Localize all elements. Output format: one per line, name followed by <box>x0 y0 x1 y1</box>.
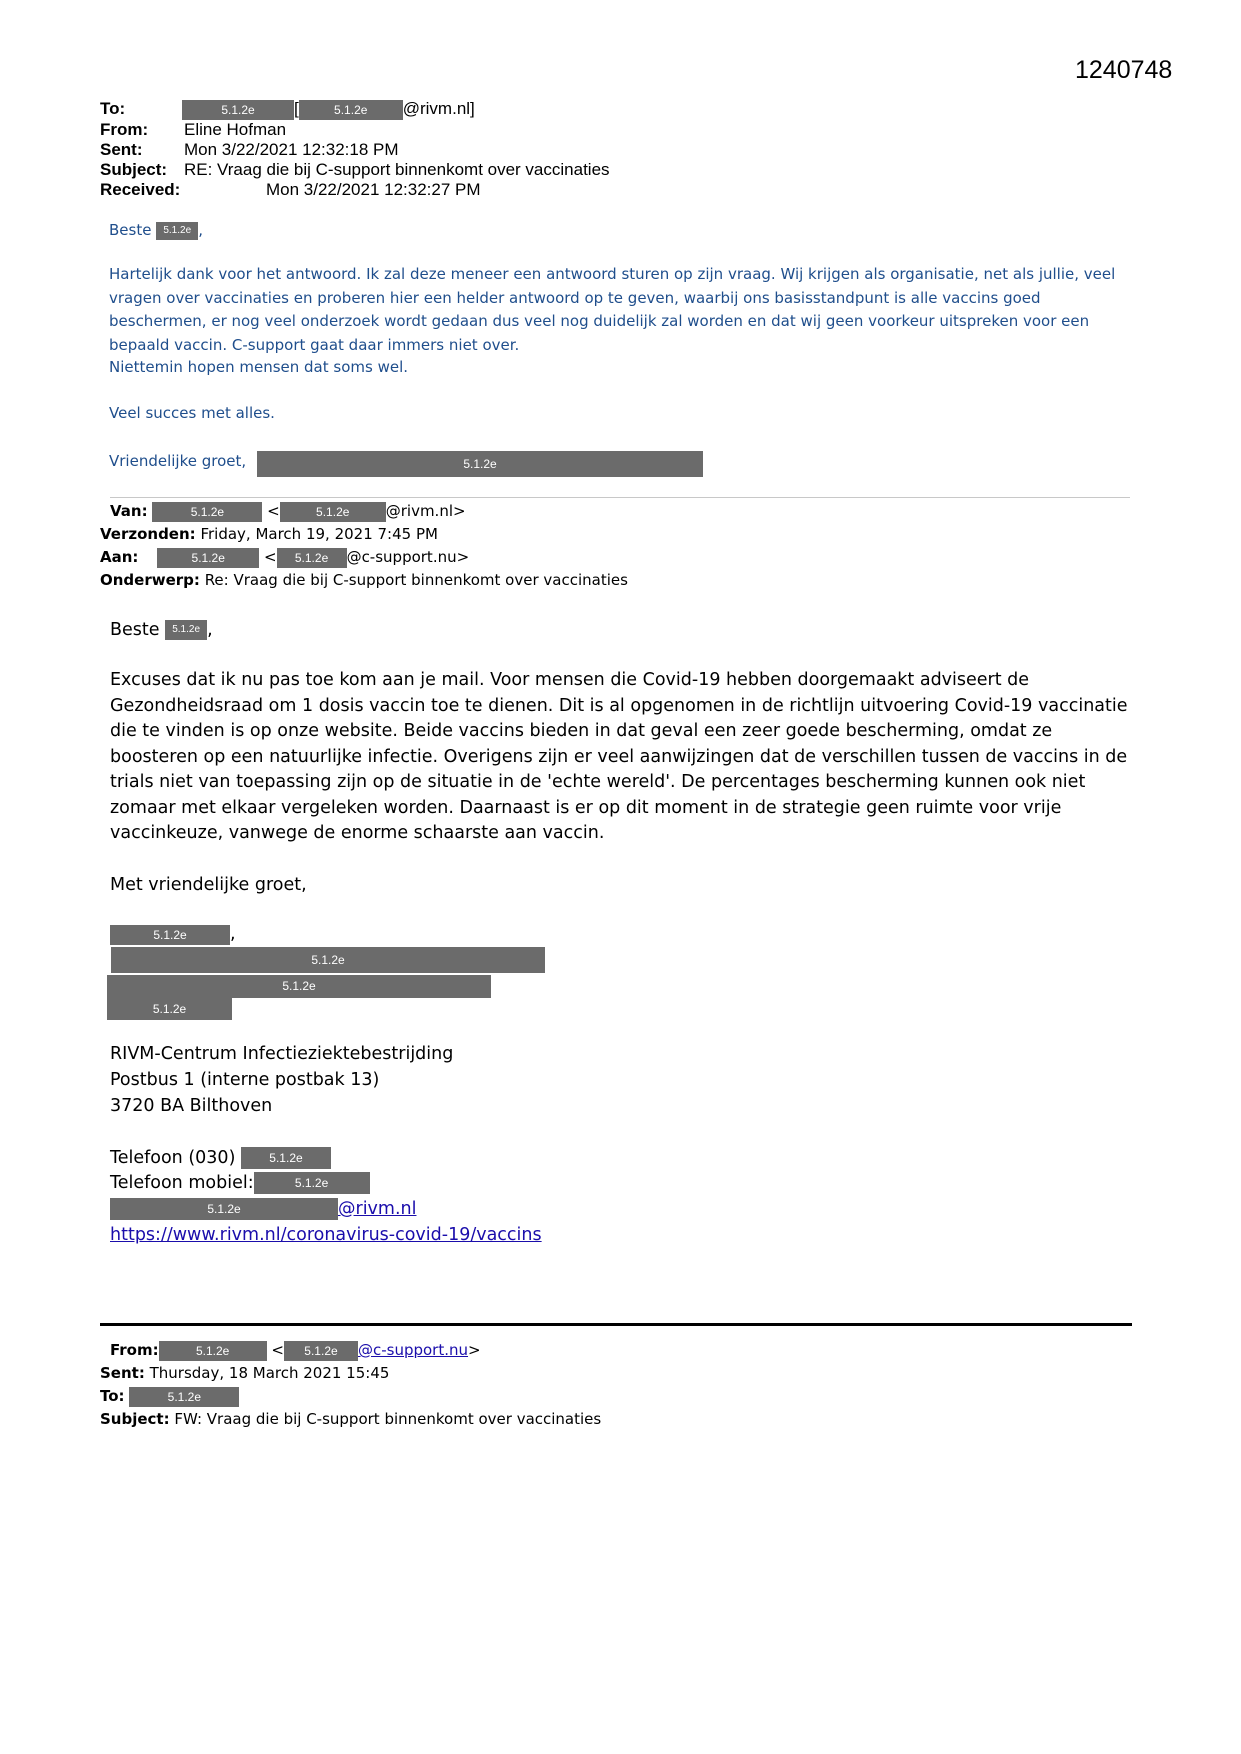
subject-value: RE: Vraag die bij C-support binnenkomt over vaccinaties <box>184 159 610 179</box>
email3-sent-row <box>100 1362 601 1385</box>
divider-line-thick <box>100 1323 1132 1326</box>
email1-sent-row <box>100 140 610 160</box>
redaction-block: 5.1.2e <box>156 222 198 240</box>
email2-paragraph: Excuses dat ik nu pas toe kom aan je mail. Voor mensen die Covid-19 hebben doorgemaakt adviseert de Gezondheidsraad om 1 dosis vaccin toe te dienen. Dit is al opgenomen in de richtlijn uitvoering Covid-19 vaccinatie die te vinden is op onze website. Beide vaccins bieden in dat geval een zeer goede bescherming, omdat ze boosteren op een natuurlijke infectie. Overigens zijn er veel aanwijzingen dat de verschillen tussen de vaccins in de trials niet van toepassing zijn op de situatie in de 'echte wereld'. De percentages bescherming kunnen ook niet zomaar met elkaar vergeleken worden. Daarnaast is er op dit moment in de strategie geen ruimte voor vrije vaccinkeuze, vanwege de enorme schaarste aan vaccin. <box>110 670 1128 843</box>
phone-row <box>110 1146 331 1172</box>
sig-comma: , <box>230 924 236 944</box>
redaction-block: 5.1.2e <box>159 1341 267 1361</box>
email1-line3: Veel succes met alles. <box>109 404 275 422</box>
redaction-block: 5.1.2e <box>165 620 207 640</box>
email1-to-row <box>100 99 610 120</box>
redaction-block: 5.1.2e <box>277 548 347 568</box>
signature-redaction-2: 5.1.2e <box>111 947 545 973</box>
document-number: 1240748 <box>1075 56 1173 84</box>
vaccine-url-link[interactable]: https://www.rivm.nl/coronavirus-covid-19/vaccins <box>110 1225 542 1245</box>
from-label: From: <box>110 1341 159 1359</box>
verzonden-value: Friday, March 19, 2021 7:45 PM <box>200 525 438 543</box>
email1-header <box>100 99 610 200</box>
email2-onderwerp-row <box>100 569 628 592</box>
email-link[interactable]: @rivm.nl <box>338 1199 417 1219</box>
mobile-row <box>110 1171 370 1197</box>
greeting-text: Beste <box>109 221 152 239</box>
from-domain-link[interactable]: @c-support.nu <box>357 1341 469 1359</box>
to-domain: @rivm.nl] <box>402 99 475 118</box>
closing-text: Vriendelijke groet, <box>109 452 247 470</box>
van-lt: < <box>267 502 280 520</box>
divider-line <box>110 497 1130 498</box>
to-label: To: <box>100 1387 125 1405</box>
redaction-block: 5.1.2e <box>110 1198 338 1220</box>
greeting-comma: , <box>198 221 204 239</box>
received-value: Mon 3/22/2021 12:32:27 PM <box>266 179 481 199</box>
signature-redaction-4: 5.1.2e <box>107 998 232 1020</box>
email3-from-row <box>100 1339 601 1362</box>
phone-label: Telefoon (030) <box>110 1148 236 1168</box>
redaction-block: 5.1.2e <box>280 502 386 522</box>
redaction-block: 5.1.2e <box>152 502 262 522</box>
city: 3720 BA Bilthoven <box>110 1096 273 1116</box>
to-bracket: [ <box>294 99 299 118</box>
to-label: To: <box>100 99 126 118</box>
van-domain: @rivm.nl> <box>385 502 466 520</box>
greeting-comma: , <box>207 620 213 640</box>
email3-to-row <box>100 1385 601 1408</box>
email2-closing: Met vriendelijke groet, <box>110 875 307 895</box>
redaction-block: 5.1.2e <box>129 1387 239 1407</box>
email1-closing <box>109 450 246 474</box>
aan-domain: @c-support.nu> <box>346 548 470 566</box>
aan-lt: < <box>263 548 277 566</box>
email1-line2: Niettemin hopen mensen dat soms wel. <box>109 358 409 376</box>
sent-value: Thursday, 18 March 2021 15:45 <box>149 1364 390 1382</box>
sent-value: Mon 3/22/2021 12:32:18 PM <box>184 139 399 159</box>
email2-header <box>100 500 628 592</box>
email1-greeting <box>109 219 203 243</box>
from-value: Eline Hofman <box>184 119 287 139</box>
sent-label: Sent: <box>100 1364 145 1382</box>
subject-label: Subject: <box>100 159 168 179</box>
signature-redaction: 5.1.2e <box>257 451 703 477</box>
email2-verzonden-row <box>100 523 628 546</box>
rivm-url <box>110 1223 542 1249</box>
email-row <box>110 1197 416 1223</box>
redaction-block: 5.1.2e <box>299 100 403 120</box>
email3-header <box>100 1339 601 1431</box>
subject-label: Subject: <box>100 1410 170 1428</box>
redaction-block: 5.1.2e <box>157 548 259 568</box>
greeting-text: Beste <box>110 620 160 640</box>
sent-label: Sent: <box>100 139 143 159</box>
postbus: Postbus 1 (interne postbak 13) <box>110 1070 380 1090</box>
onderwerp-label: Onderwerp: <box>100 571 200 589</box>
from-label: From: <box>100 119 149 139</box>
subject-value: FW: Vraag die bij C-support binnenkomt over vaccinaties <box>174 1410 602 1428</box>
from-gt: > <box>468 1341 481 1359</box>
email1-from-row <box>100 120 610 140</box>
email3-subject-row <box>100 1408 601 1431</box>
redaction-block: 5.1.2e <box>254 1172 370 1194</box>
email1-received-row <box>100 180 610 200</box>
mobile-label: Telefoon mobiel: <box>110 1173 254 1193</box>
onderwerp-value: Re: Vraag die bij C-support binnenkomt over vaccinaties <box>204 571 628 589</box>
redaction-block: 5.1.2e <box>182 100 294 120</box>
email1-paragraph: Hartelijk dank voor het antwoord. Ik zal deze meneer een antwoord sturen op zijn vraag. Wij krijgen als organisatie, net als jullie, veel vragen over vaccinaties en proberen hier een helder antwoord op te geven, waarbij ons basisstandpunt is alle vaccins goed beschermen, er nog veel onderzoek wordt gedaan dus veel nog duidelijk zal worden en dat wij geen voorkeur uitspreken voor een bepaald vaccin. C-support gaat daar immers niet over. <box>109 265 1116 354</box>
received-label: Received: <box>100 179 181 199</box>
redaction-block: 5.1.2e <box>284 1341 358 1361</box>
from-lt: < <box>271 1341 284 1359</box>
email2-greeting <box>110 618 213 644</box>
van-label: Van: <box>110 502 148 520</box>
redaction-block: 5.1.2e <box>241 1147 331 1169</box>
email2-aan-row <box>100 546 628 569</box>
verzonden-label: Verzonden: <box>100 525 196 543</box>
email2-van-row <box>100 500 628 523</box>
email1-subject-row <box>100 160 610 180</box>
aan-label: Aan: <box>100 548 139 566</box>
org-name: RIVM-Centrum Infectieziektebestrijding <box>110 1044 454 1064</box>
signature-redaction-3: 5.1.2e <box>107 975 491 998</box>
signature-redaction-1: 5.1.2e , <box>110 922 236 948</box>
